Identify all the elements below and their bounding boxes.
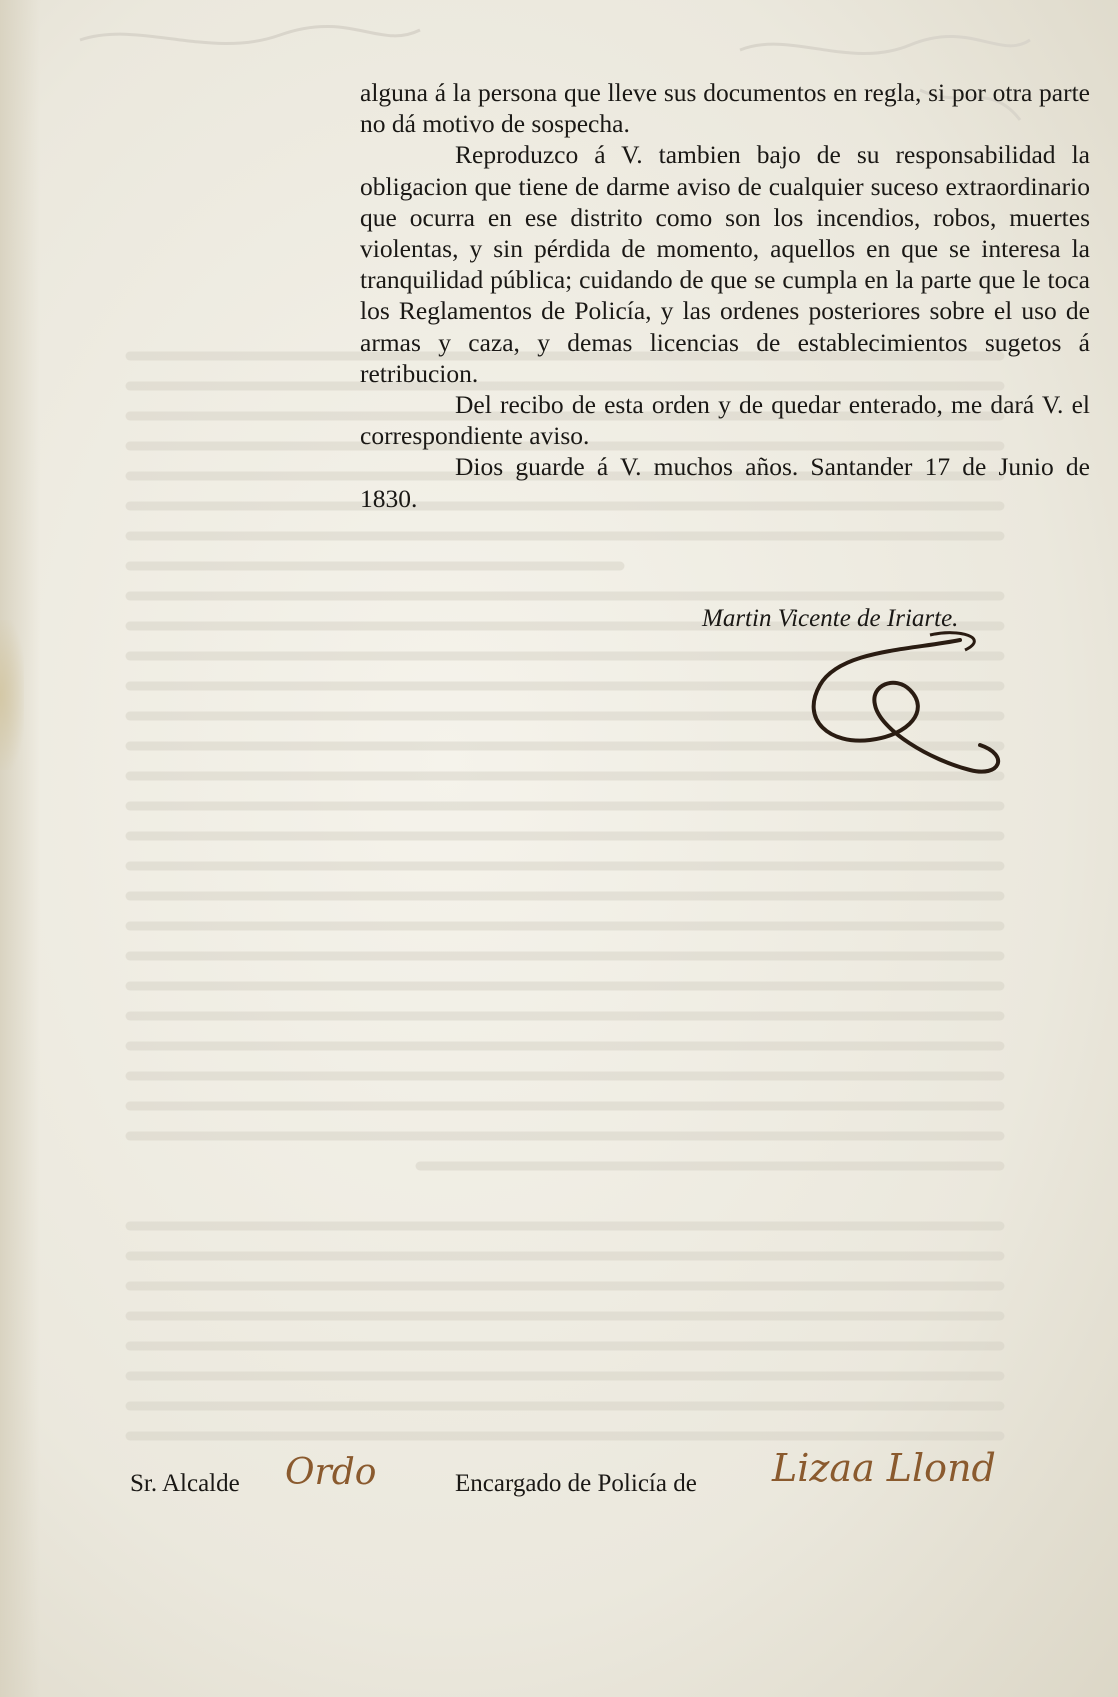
handwritten-place-name: Lizaa Llond bbox=[772, 1446, 996, 1490]
addressee-prefix: Sr. Alcalde bbox=[130, 1470, 240, 1497]
signature-name: Martin Vicente de Iriarte. bbox=[702, 605, 959, 632]
paragraph-4: Dios guarde á V. muchos años. Santander 17 de Junio de 1830. bbox=[360, 452, 1090, 513]
addressee-role: Encargado de Policía de bbox=[455, 1470, 697, 1497]
show-through-lines bbox=[120, 350, 1020, 1470]
handwritten-town-name: Ordo bbox=[285, 1452, 377, 1493]
paragraph-3: Del recibo de esta orden y de quedar enterado, me dará V. el correspondiente aviso. bbox=[360, 390, 1090, 451]
paper-stain bbox=[0, 620, 24, 770]
paragraph-1: alguna á la persona que lleve sus documentos en regla, si por otra parte no dá motivo de sospecha. bbox=[360, 78, 1090, 139]
page-edge-shadow bbox=[0, 0, 40, 1697]
letter-body bbox=[360, 77, 1090, 514]
paragraph-2: Reproduzco á V. tambien bajo de su responsabilidad la obligacion que tiene de darme aviso de cualquier suceso extraordinario que ocurra en ese distrito como son los incendios, robos, muertes violentas, y sin pérdida de momento, aquellos en que se interesa la tranquilidad pública; cuidando de que se cumpla en la parte que le toca los Reglamentos de Policía, y las ordenes posteriores sobre el uso de armas y caza, y demas licencias de establecimientos sugetos á retribucion. bbox=[360, 140, 1090, 388]
signature-rubric bbox=[760, 630, 1040, 790]
